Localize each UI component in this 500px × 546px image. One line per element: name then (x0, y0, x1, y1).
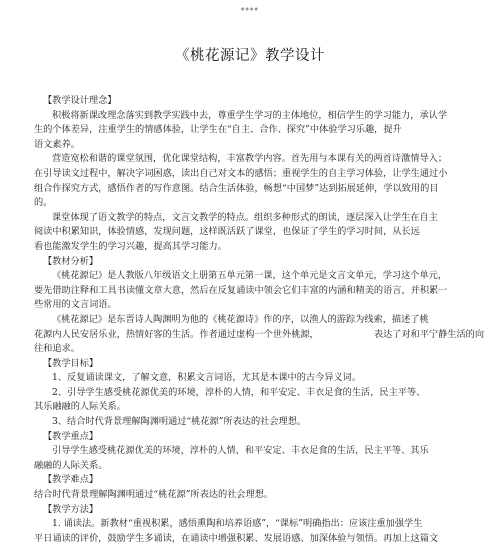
paragraph-line: 生的个体差异，注重学生的情感体验，让学生在“自主、合作、探究”中体验学习乐趣，提升 (34, 124, 402, 136)
paragraph-line: 1、反复诵读课文，了解文意，积累文言词语，尤其是本课中的古今异义词。 (52, 372, 362, 384)
paragraph-line (34, 328, 485, 343)
paragraph-line: 平日诵读的评价，鼓励学生多诵读，在诵读中增强积累、发展语感、加深体验与领悟。再加上这篇文 (34, 532, 439, 544)
section-heading: 【教学方法】 (43, 503, 99, 515)
document-body (34, 94, 485, 546)
paragraph-line: 《桃花源记》是东晋诗人陶渊明为他的《桃花源诗》作的序，以渔人的游踪为线索，描述了桃 (52, 313, 429, 325)
paragraph-line: 引导学生感受桃花源优美的环境，淳朴的人情，和平安定、丰衣足食的生活，民主平等、其乐 (52, 445, 429, 457)
paragraph-line: 组合作探究方式，感悟作者的写作意图。结合生活体验，畅想“中国梦”达到拓展延伸，学以致用的目 (34, 182, 439, 194)
section-heading: 【教学目标】 (43, 357, 99, 369)
section-heading: 【教学重点】 (43, 430, 99, 442)
paragraph-line: 看也能激发学生的学习兴趣，提高其学习能力。 (34, 240, 227, 252)
paragraph-line: 在引导读文过程中，解决字词困惑，读出自己对文本的感悟；重视学生的自主学习体验，让学生通过小 (34, 167, 448, 179)
paragraph-line: 1. 诵读法。新教材“重视积累，感悟熏陶和培养语感”，“课标”明确指出：应该注重加强学生 (52, 518, 423, 530)
paragraph-line: 《桃花源记》是人教版八年级语文上册第五单元第一课，这个单元是文言文单元，学习这个单元， (52, 270, 448, 282)
section-heading: 【教材分析】 (43, 255, 99, 267)
paragraph-line: 要先借助注释和工具书读懂文章大意，然后在反复诵读中领会它们丰富的内涵和精美的语言，并积累一 (34, 284, 448, 296)
paragraph-line: 融融的人际关系。 (34, 459, 108, 471)
paragraph-line: 3、结合时代背景理解陶渊明通过“桃花源”所表达的社会理想。 (52, 416, 307, 428)
paragraph-line: 阅读中积累知识，体验情感，发现问题，这样既活跃了课堂，也保证了学生的学习时间，从长远 (34, 226, 420, 238)
paragraph-line: 其乐融融的人际关系。 (34, 401, 126, 413)
line-part: 表达了对和平宁静生活的向 (373, 328, 485, 340)
paragraph-line: 积极将新课改理念落实到教学实践中去，尊重学生学习的主体地位，相信学生的学习能力，承认学 (52, 109, 448, 121)
section-heading: 【教学设计理念】 (43, 95, 117, 106)
paragraph-line: 的。 (34, 197, 53, 209)
paragraph-line: 2、引导学生感受桃花源优美的环境，淳朴的人情，和平安定、丰衣足食的生活，民主平等、 (52, 386, 426, 398)
paragraph-line: 课堂体现了语文教学的特点，文言文教学的特点。组织多种形式的朗读，逐层深入让学生在自主 (52, 211, 438, 223)
line-part: 花源内人民安居乐业，热情好客的生活。作者通过虚构一个世外桃源， (34, 328, 319, 340)
paragraph-line: 结合时代背景理解陶渊明通过“桃花源”所表达的社会理想。 (34, 489, 274, 501)
paragraph-line: 营造宽松和谐的课堂氛围，优化课堂结构，丰富教学内容。首先用与本课有关的两首诗激情导入； (52, 153, 448, 165)
document-title: 《桃花源记》教学设计 (175, 48, 325, 64)
paragraph-line: 语文素养。 (34, 138, 80, 150)
paragraph-line: 往和追求。 (34, 343, 80, 355)
section-heading: 【教学难点】 (43, 474, 99, 486)
paragraph-line: 些常用的文言词语。 (34, 299, 117, 311)
header-mark: ●●●● (241, 6, 259, 11)
